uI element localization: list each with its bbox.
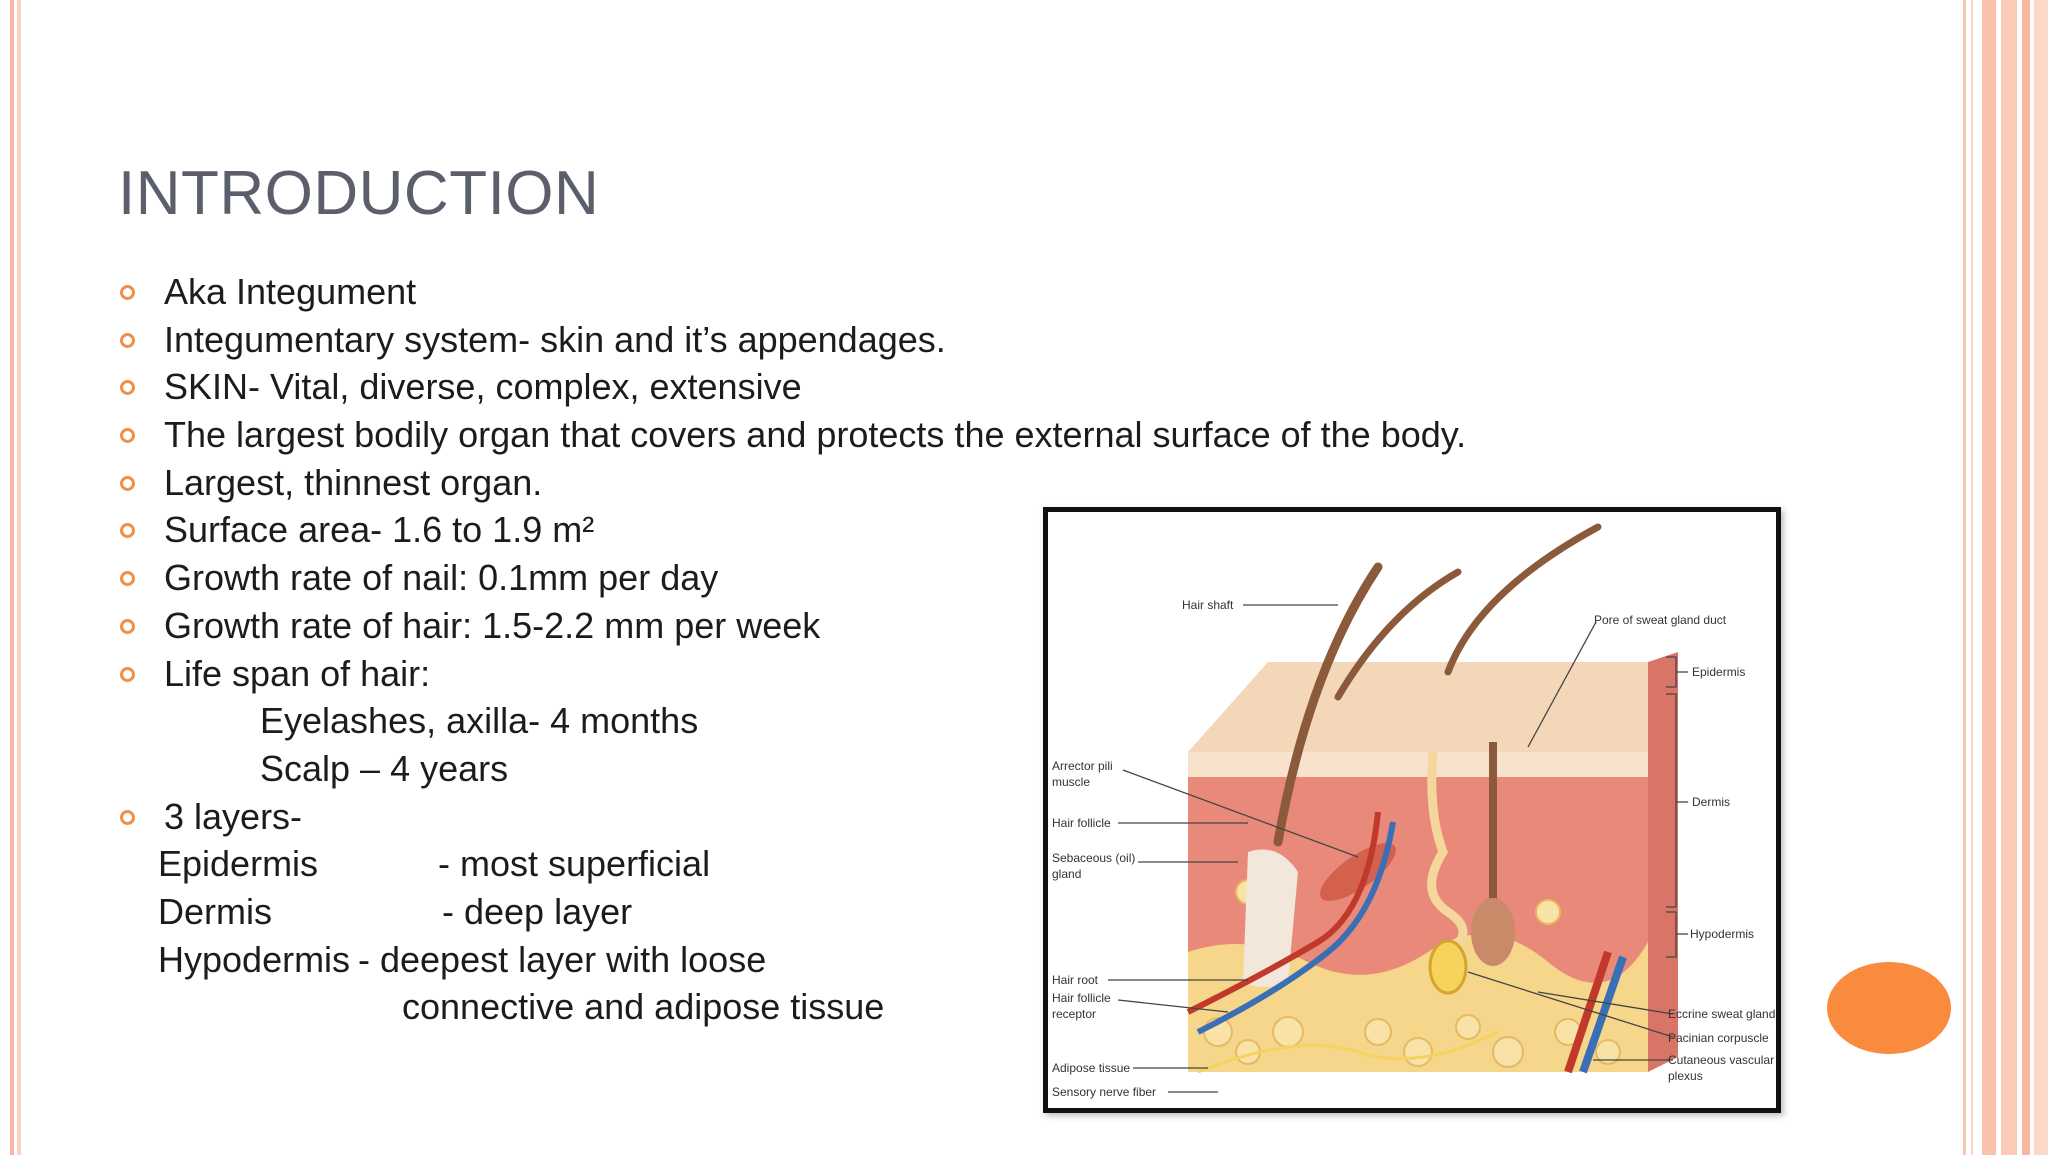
bullet-icon [120, 619, 135, 634]
epidermis-layer [1188, 752, 1648, 777]
layer-name: Dermis [158, 890, 272, 932]
list-item-text: The largest bodily organ that covers and protects the external surface of the body. [164, 414, 1467, 456]
list-item-text: Integumentary system- skin and it’s appendages. [164, 318, 946, 360]
pacinian-corpuscle [1430, 941, 1466, 993]
right-border-stripe [1971, 0, 1973, 1155]
list-item-text: SKIN- Vital, diverse, complex, extensive [164, 366, 802, 408]
layer-description: - deep layer [442, 890, 633, 932]
layer-description: - most superficial [438, 843, 711, 885]
layer-name: Hypodermis [158, 938, 351, 980]
label-hair-follicle: Hair follicle [1052, 816, 1111, 830]
epidermis-top [1188, 662, 1648, 752]
label-follicle-receptor-1: Hair follicle [1052, 991, 1111, 1005]
list-item-text: Aka Integument [164, 271, 417, 312]
bullet-icon [120, 571, 135, 586]
right-border-stripe [1963, 0, 1966, 1155]
label-pacinian: Pacinian corpuscle [1668, 1031, 1769, 1045]
label-vascular-1: Cutaneous vascular [1668, 1053, 1775, 1067]
left-border-stripe-inner [17, 0, 21, 1155]
label-pore: Pore of sweat gland duct [1594, 613, 1727, 627]
label-hypodermis: Hypodermis [1690, 927, 1755, 941]
bullet-icon [120, 810, 135, 825]
label-epidermis: Epidermis [1692, 665, 1746, 679]
right-border-stripe [2034, 0, 2048, 1155]
layer-description: - deepest layer with loose [358, 938, 767, 980]
label-sebaceous-1: Sebaceous (oil) [1052, 851, 1136, 865]
bullet-icon [120, 476, 135, 491]
bullet-icon [120, 523, 135, 538]
left-border-stripe [10, 0, 14, 1155]
decorative-orange-circle [1827, 962, 1951, 1054]
label-nerve: Sensory nerve fiber [1052, 1085, 1157, 1099]
bullet-icon [120, 285, 135, 300]
slide-title: INTRODUCTION [118, 159, 600, 228]
label-arrector-pili-2: muscle [1052, 775, 1091, 789]
label-hair-root: Hair root [1052, 973, 1099, 987]
right-border-stripe [2001, 0, 2017, 1155]
layer-continuation-text: connective and adipose tissue [402, 986, 885, 1028]
label-dermis: Dermis [1692, 795, 1730, 809]
list-item-text: Life span of hair: [164, 652, 431, 694]
layer-name: Epidermis [158, 843, 319, 885]
label-sebaceous-2: gland [1052, 867, 1082, 881]
bullet-icon [120, 428, 135, 443]
list-item-text: Growth rate of nail: 0.1mm per day [164, 557, 719, 599]
skin-diagram-illustration [1048, 512, 1776, 1108]
bullet-icon [120, 333, 135, 348]
label-hair-shaft: Hair shaft [1182, 598, 1234, 612]
skin-diagram [1043, 507, 1781, 1113]
hair-bulb [1471, 898, 1515, 966]
label-follicle-receptor-2: receptor [1052, 1007, 1097, 1021]
list-item-text: Largest, thinnest organ. [164, 461, 543, 503]
label-vascular-2: plexus [1668, 1069, 1703, 1083]
label-eccrine: Eccrine sweat gland [1668, 1007, 1776, 1021]
bullet-icon [120, 380, 135, 395]
right-border-stripe [1982, 0, 1996, 1155]
list-item-text: Growth rate of hair: 1.5-2.2 mm per week [164, 604, 821, 646]
bullet-icon [120, 667, 135, 682]
right-border-stripe [2022, 0, 2030, 1155]
sub-item-text: Eyelashes, axilla- 4 months [260, 700, 699, 742]
list-item-text: Surface area- 1.6 to 1.9 m² [164, 509, 595, 551]
hair-shaft-3 [1448, 527, 1598, 672]
label-arrector-pili-1: Arrector pili [1052, 759, 1113, 773]
list-item-text: 3 layers- [164, 795, 303, 837]
sub-item-text: Scalp – 4 years [260, 747, 509, 789]
label-adipose: Adipose tissue [1052, 1061, 1131, 1075]
